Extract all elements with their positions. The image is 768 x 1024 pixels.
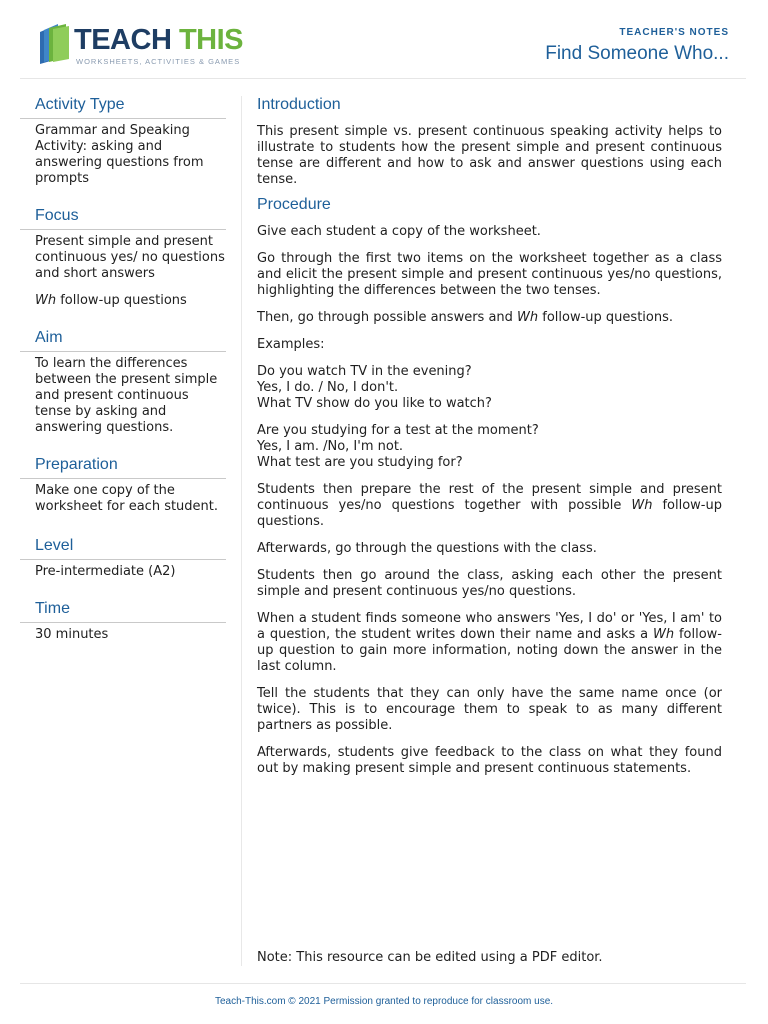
- procedure-step-1: Give each student a copy of the worksheet.: [257, 224, 541, 239]
- focus-followup-rest: follow-up questions: [56, 293, 187, 308]
- book-logo-icon: [36, 24, 70, 64]
- preparation-heading: Preparation: [20, 456, 226, 479]
- procedure-step-4: [257, 482, 722, 530]
- procedure-step-9: Afterwards, students give feedback to the class on what they found out by making present simple and present continuous statements.: [257, 745, 722, 776]
- wh-emphasis: Wh: [631, 498, 653, 513]
- teach-this-logo[interactable]: [36, 22, 244, 70]
- aim-heading: Aim: [20, 329, 226, 352]
- step-3-text-a: Then, go through possible answers and: [257, 310, 518, 325]
- wh-emphasis: Wh: [35, 293, 57, 308]
- focus-text-followup: [35, 293, 226, 309]
- procedure-step-3: [257, 310, 722, 326]
- level-text: Pre-intermediate (A2): [35, 564, 176, 579]
- time-text: 30 minutes: [35, 627, 109, 642]
- aim-text: To learn the differences between the present simple and present continuous tense by asking and answering questions.: [35, 356, 218, 435]
- page-header: [20, 0, 746, 79]
- preparation-text: Make one copy of the worksheet for each student.: [35, 483, 219, 514]
- page-title: Find Someone Who...: [545, 43, 729, 64]
- introduction-text: This present simple vs. present continuous speaking activity helps to illustrate to students how the present simple and present continuous tense are different and how to ask and answer questions using each tense.: [257, 124, 722, 187]
- level-heading: Level: [20, 537, 226, 560]
- procedure-step-5: Afterwards, go through the questions with the class.: [257, 541, 597, 556]
- activity-type-section: [20, 96, 226, 187]
- logo-wordmark: [74, 24, 243, 57]
- example-1-question: Do you watch TV in the evening?: [257, 364, 472, 379]
- example-2-followup: What test are you studying for?: [257, 455, 463, 470]
- logo-this: THIS: [178, 24, 244, 56]
- example-1-followup: What TV show do you like to watch?: [257, 396, 492, 411]
- time-section: [20, 600, 226, 643]
- example-1: [257, 364, 722, 412]
- level-section: [20, 537, 226, 580]
- footer-copyright: Teach-This.com © 2021 Permission granted to reproduce for classroom use.: [214, 996, 554, 1007]
- activity-type-heading: Activity Type: [20, 96, 226, 119]
- example-1-answer: Yes, I do. / No, I don't.: [257, 380, 399, 395]
- step-4-text-a: Students then prepare the rest of the present simple and present continuous yes/no questions together with possible: [257, 482, 722, 513]
- focus-text: Present simple and present continuous yes/ no questions and short answers: [35, 234, 225, 281]
- activity-type-text: Grammar and Speaking Activity: asking and answering questions from prompts: [35, 123, 204, 186]
- preparation-section: [20, 456, 226, 515]
- wh-emphasis: Wh: [653, 627, 675, 642]
- main-content: [257, 96, 722, 777]
- logo-teach: TEACH: [74, 24, 172, 56]
- example-2: [257, 423, 722, 471]
- step-4-text-b: follow-up questions.: [257, 498, 722, 529]
- example-2-question: Are you studying for a test at the moment?: [257, 423, 539, 438]
- focus-heading: Focus: [20, 207, 226, 230]
- examples-label: Examples:: [257, 337, 325, 352]
- step-3-text-b: follow-up questions.: [538, 310, 673, 325]
- time-heading: Time: [20, 600, 226, 623]
- step-7-text-b: follow-up question to gain more information, noting down the answer in the last column.: [257, 627, 722, 674]
- procedure-heading: Procedure: [257, 196, 331, 213]
- wh-emphasis: Wh: [517, 310, 539, 325]
- logo-tagline: WORKSHEETS, ACTIVITIES & GAMES: [76, 57, 241, 66]
- sidebar: [20, 96, 226, 663]
- teachers-notes-label: TEACHER'S NOTES: [619, 27, 729, 38]
- procedure-step-7: [257, 611, 722, 675]
- column-divider: [241, 96, 242, 966]
- focus-section: [20, 207, 226, 309]
- procedure-step-8: Tell the students that they can only have the same name once (or twice). This is to encourage them to speak to as many different partners as possible.: [257, 686, 722, 733]
- aim-section: [20, 329, 226, 436]
- procedure-step-6: Students then go around the class, asking each other the present simple and present continuous yes/no questions.: [257, 568, 722, 599]
- step-7-text-a: When a student finds someone who answers 'Yes, I do' or 'Yes, I am' to a question, the student writes down their name and asks a: [257, 611, 722, 642]
- footer-divider: [20, 983, 746, 984]
- pdf-editor-note: Note: This resource can be edited using a PDF editor.: [257, 950, 603, 965]
- introduction-heading: Introduction: [257, 96, 341, 113]
- example-2-answer: Yes, I am. /No, I'm not.: [257, 439, 404, 454]
- procedure-step-2: Go through the first two items on the worksheet together as a class and elicit the present simple and present continuous yes/no questions, highlighting the differences between the two tenses.: [257, 251, 722, 298]
